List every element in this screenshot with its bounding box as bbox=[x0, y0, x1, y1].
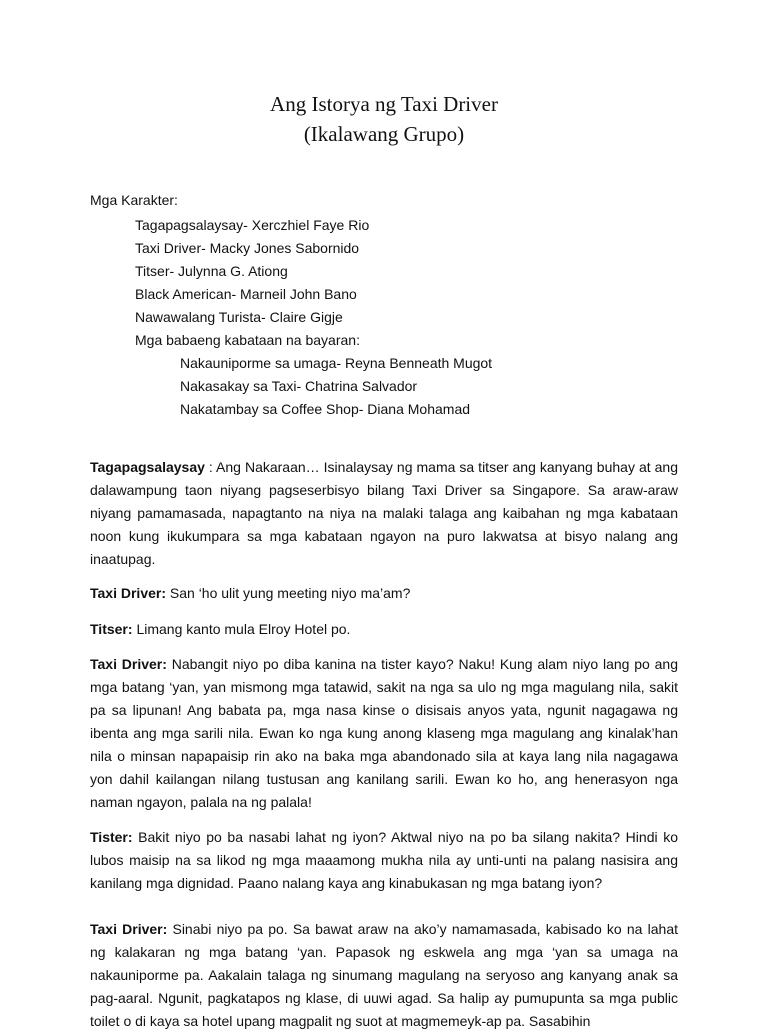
character-item: Tagapagsalaysay- Xerczhiel Faye Rio bbox=[135, 217, 370, 233]
dialogue-block bbox=[90, 826, 678, 895]
character-sub-item: Nakatambay sa Coffee Shop- Diana Mohamad bbox=[180, 401, 471, 417]
dialogue-text: Sinabi niyo pa po. Sa bawat araw na ako’y namamasada, kabisado ko na lahat ng kalakaran ng mga batang ‘yan. Papasok ng eskwela ang mga ‘yan sa umaga na nakauniporme pa. Aakalain talaga ng sinumang magulang na seryoso ang kanyang anak sa pag-aaral. Ngunit, pagkatapos ng klase, di uuwi agad. Sa halip ay pumupunta sa mga public toilet o di kaya sa hotel upang magpalit ng suot at magmemeyk-ap pa. Sasabihin bbox=[90, 921, 679, 1029]
characters-heading: Mga Karakter: bbox=[90, 192, 178, 208]
document-subtitle: (Ikalawang Grupo) bbox=[303, 122, 465, 146]
character-sub-item: Nakasakay sa Taxi- Chatrina Salvador bbox=[180, 378, 418, 394]
speaker-name: Taxi Driver: bbox=[90, 585, 166, 601]
character-sub-item: Nakauniporme sa umaga- Reyna Benneath Mugot bbox=[180, 355, 493, 371]
speaker-name: Titser: bbox=[90, 621, 133, 637]
dialogue-paragraph bbox=[90, 582, 678, 605]
character-item: Taxi Driver- Macky Jones Sabornido bbox=[135, 240, 360, 256]
character-item: Titser- Julynna G. Ationg bbox=[135, 263, 288, 279]
character-item: Nawawalang Turista- Claire Gigje bbox=[135, 309, 343, 325]
dialogue-block bbox=[90, 618, 678, 641]
character-sub-list bbox=[135, 352, 492, 421]
speaker-name: Taxi Driver: bbox=[90, 921, 168, 937]
dialogue-block bbox=[90, 653, 678, 814]
dialogue-paragraph bbox=[90, 653, 678, 814]
dialogue-text: Bakit niyo po ba nasabi lahat ng iyon? Aktwal niyo na po ba silang nakita? Hindi ko lubos maisip na sa likod ng mga maaamong mukha nila ay unti-unti na palang nasisira ang kanilang mga dignidad. Paano nalang kaya ang kinabukasan ng mga batang iyon? bbox=[90, 829, 678, 891]
dialogue-block bbox=[90, 582, 678, 605]
speaker-name: Tagapagsalaysay bbox=[90, 459, 205, 475]
dialogue-block bbox=[90, 456, 678, 571]
dialogue-text: Limang kanto mula Elroy Hotel po. bbox=[136, 621, 351, 637]
dialogue-text: Nabangit niyo po diba kanina na tister kayo? Naku! Kung alam niyo lang po ang mga batang ‘yan, yan mismong mga tatawid, sakit na nga sa ulo ng mga magulang nila, sakit pa sa lipunan! Ang babata pa, mga nasa kinse o disisais anyos yata, ngunit nagagawa ng ibenta ang mga sarili nila. Ewan ko nga kung anong klaseng mga magulang ang kinalak’han nila o minsan napapaisip rin ako na baka mga abandonado sila at kaya lang nila nagagawa yon dahil kailangan nilang tustusan ang kanilang sarili. Ewan ko ho, ang henerasyon nga naman ngayon, palala na ng palala! bbox=[90, 656, 678, 810]
speaker-name: Tister: bbox=[90, 829, 133, 845]
character-item: Black American- Marneil John Bano bbox=[135, 286, 357, 302]
dialogue-paragraph bbox=[90, 618, 678, 641]
dialogue-text: Ang Nakaraan… Isinalaysay ng mama sa titser ang kanyang buhay at ang dalawampung taon niyang pagseserbisyo bilang Taxi Driver sa Singapore. Sa araw-araw niyang pamamasada, napagtanto na niya na malaki talaga ang kaibahan ng mga kabataan noon kung ikukumpara sa mga kabataan ngayon na puro lakwatsa at bisyo nalang ang inaatupag. bbox=[90, 459, 678, 567]
document-title: Ang Istorya ng Taxi Driver bbox=[270, 92, 498, 116]
dialogue-paragraph bbox=[90, 456, 678, 571]
dialogue-text: San ‘ho ulit yung meeting niyo ma’am? bbox=[169, 585, 411, 601]
dialogue-paragraph bbox=[90, 918, 678, 1033]
character-list bbox=[135, 214, 492, 421]
dialogue-paragraph bbox=[90, 826, 678, 895]
character-item: Mga babaeng kabataan na bayaran: bbox=[135, 332, 360, 348]
speaker-name: Taxi Driver: bbox=[90, 656, 167, 672]
speaker-separator: : bbox=[204, 459, 217, 475]
dialogue-block bbox=[90, 918, 678, 1033]
character-sub-group bbox=[135, 352, 492, 421]
